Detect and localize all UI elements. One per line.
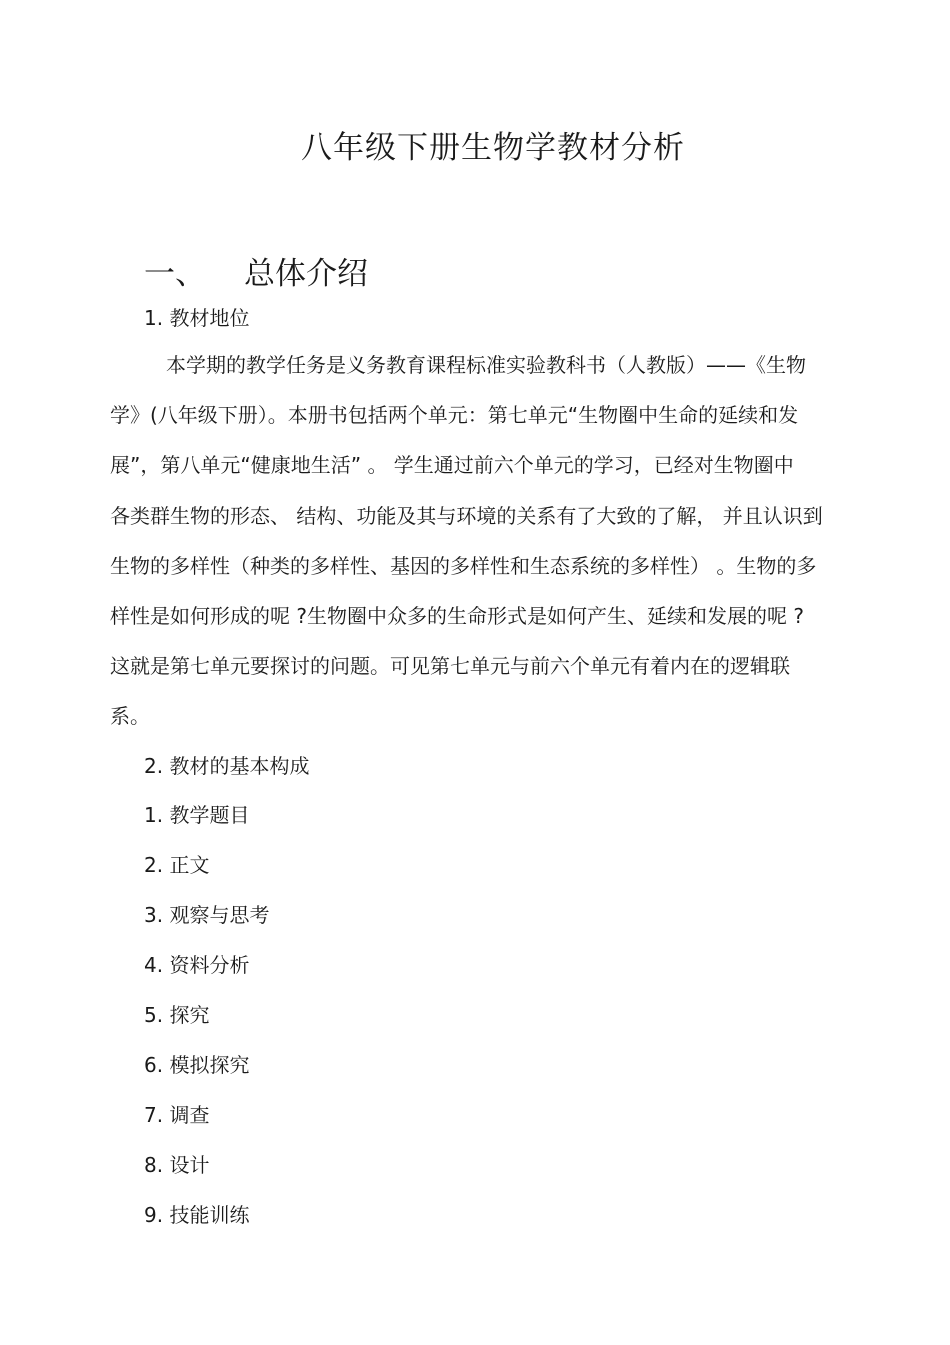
section-heading: [144, 248, 368, 293]
list-item: 3. 观察与思考: [144, 903, 270, 927]
document-title: 八年级下册生物学教材分析: [301, 130, 685, 166]
list-item: 2. 正文: [144, 853, 210, 877]
subsection-heading-1: 1. 教材地位: [144, 306, 250, 330]
paragraph-line: 学》(八年级下册）。本册书包括两个单元：第七单元“生物圈中生命的延续和发: [110, 403, 799, 427]
list-item: 4. 资料分析: [144, 953, 250, 977]
paragraph-line: 系。: [110, 704, 150, 728]
list-item: 7. 调查: [144, 1103, 210, 1127]
subsection-heading-2: 2. 教材的基本构成: [144, 754, 310, 778]
list-item: 6. 模拟探究: [144, 1053, 250, 1077]
section-number: 一、: [144, 256, 206, 292]
paragraph-line: 本学期的教学任务是义务教育课程标准实验教科书（人教版）——《生物: [166, 353, 806, 377]
paragraph-line: 样性是如何形成的呢 ?生物圈中众多的生命形式是如何产生、延续和发展的呢 ?: [110, 604, 804, 628]
list-item: 9. 技能训练: [144, 1203, 250, 1227]
section-title: 总体介绍: [244, 256, 368, 292]
list-item: 8. 设计: [144, 1153, 210, 1177]
paragraph-line: 各类群生物的形态、 结构、功能及其与环境的关系有了大致的了解， 并且认识到: [110, 504, 823, 528]
list-item: 5. 探究: [144, 1003, 210, 1027]
list-item: 1. 教学题目: [144, 803, 250, 827]
paragraph-line: 生物的多样性（种类的多样性、基因的多样性和生态系统的多样性） 。生物的多: [110, 554, 817, 578]
paragraph-line: 展”，第八单元“健康地生活” 。 学生通过前六个单元的学习，已经对生物圈中: [110, 453, 794, 477]
paragraph-line: 这就是第七单元要探讨的问题。可见第七单元与前六个单元有着内在的逻辑联: [110, 654, 790, 678]
